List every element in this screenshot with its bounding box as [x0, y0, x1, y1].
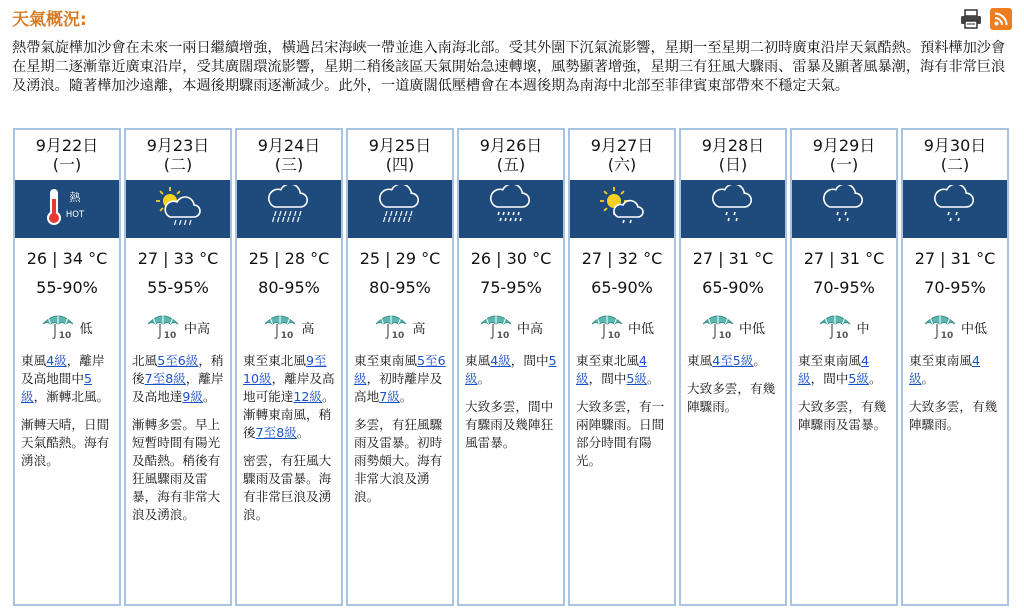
psr-indicator — [681, 310, 785, 344]
temperature-range: 27 | 32 °C — [581, 249, 663, 268]
psr-label: 高 — [412, 321, 426, 337]
heavy-rain-icon — [263, 185, 315, 233]
weather-description: 漸轉天晴，日間天氣酷熱。海有湧浪。 — [21, 417, 110, 468]
svg-text:10: 10 — [496, 331, 510, 340]
forecast-day-7 — [679, 128, 787, 606]
wind-forecast: 東至東南風4級。 — [909, 353, 980, 386]
forecast-weekday: (一) — [52, 155, 82, 174]
nine-day-forecast — [13, 128, 1009, 606]
svg-text:10: 10 — [392, 331, 405, 340]
psr-label: 中低 — [627, 321, 654, 337]
beaufort-scale-link[interactable]: 7至8級 — [255, 425, 297, 440]
humidity-range: 70-95% — [813, 278, 875, 297]
beaufort-scale-link[interactable]: 5級 — [465, 353, 557, 386]
forecast-day-5 — [457, 128, 565, 606]
weather-icon-band — [570, 180, 674, 238]
shower-icon — [707, 185, 759, 233]
sun-cloud-shower-icon — [596, 185, 648, 233]
weather-description: 大致多雲，間中有驟雨及幾陣狂風雷暴。 — [465, 399, 554, 450]
psr-label: 中低 — [738, 321, 765, 337]
forecast-day-2 — [124, 128, 232, 606]
umbrella-icon — [701, 310, 735, 344]
psr-indicator — [570, 310, 674, 344]
forecast-day-4 — [346, 128, 454, 606]
umbrella-icon — [146, 310, 180, 344]
beaufort-scale-link[interactable]: 5至6級 — [354, 353, 446, 386]
psr-indicator — [459, 310, 563, 344]
beaufort-scale-link[interactable]: 9至10級 — [243, 353, 327, 386]
umbrella-icon — [818, 310, 852, 344]
weather-icon-band — [459, 180, 563, 238]
weather-icon-band — [903, 180, 1007, 238]
psr-indicator — [903, 310, 1007, 344]
psr-label: 中高 — [516, 321, 543, 337]
beaufort-scale-link[interactable]: 5級 — [21, 371, 92, 404]
beaufort-scale-link[interactable]: 4至5級 — [712, 353, 754, 368]
svg-text:HOT: HOT — [65, 210, 85, 220]
shower-icon — [818, 185, 870, 233]
forecast-weekday: (一) — [829, 155, 859, 174]
wind-forecast: 東至東北風9至10級，離岸及高地可能達12級。漸轉東南風，稍後7至8級。 — [243, 353, 335, 440]
forecast-date: 9月28日 — [701, 136, 765, 155]
humidity-range: 75-95% — [480, 278, 542, 297]
weather-icon-band — [792, 180, 896, 238]
forecast-weekday: (四) — [385, 155, 415, 174]
umbrella-icon — [923, 310, 957, 344]
sun-cloud-rain-icon — [152, 185, 204, 233]
forecast-day-1 — [13, 128, 121, 606]
temperature-range: 25 | 28 °C — [248, 249, 330, 268]
rain-icon — [485, 185, 537, 233]
svg-text:熱: 熱 — [69, 191, 81, 204]
beaufort-scale-link[interactable]: 4級 — [576, 353, 647, 386]
psr-label: 中高 — [183, 321, 210, 337]
psr-label: 低 — [79, 321, 93, 337]
psr-indicator — [126, 310, 230, 344]
weather-icon-band — [681, 180, 785, 238]
humidity-range: 80-95% — [258, 278, 320, 297]
umbrella-icon — [590, 310, 624, 344]
beaufort-scale-link[interactable]: 4級 — [490, 353, 511, 368]
beaufort-scale-link[interactable]: 4級 — [798, 353, 869, 386]
weather-description: 大致多雲，有一兩陣驟雨。日間部分時間有陽光。 — [576, 399, 665, 468]
wind-forecast: 東風4級，離岸及高地間中5級，漸轉北風。 — [21, 353, 110, 404]
psr-label: 中低 — [960, 321, 987, 337]
weather-description: 密雲，有狂風大驟雨及雷暴。海有非常巨浪及湧浪。 — [243, 453, 332, 522]
very-hot-icon — [43, 185, 91, 233]
psr-label: 高 — [301, 321, 315, 337]
forecast-date: 9月26日 — [479, 136, 543, 155]
temperature-range: 26 | 34 °C — [26, 249, 108, 268]
temperature-range: 25 | 29 °C — [359, 249, 441, 268]
svg-text:10: 10 — [718, 331, 732, 340]
beaufort-scale-link[interactable]: 5級 — [626, 371, 647, 386]
psr-indicator — [237, 310, 341, 344]
humidity-range: 55-95% — [147, 278, 209, 297]
svg-text:10: 10 — [281, 331, 294, 340]
wind-forecast: 東至東南風4級，間中5級。 — [798, 353, 882, 386]
forecast-day-3 — [235, 128, 343, 606]
umbrella-icon — [41, 310, 75, 344]
weather-description: 大致多雲，有幾陣驟雨及雷暴。 — [798, 399, 887, 432]
temperature-range: 27 | 33 °C — [137, 249, 219, 268]
wind-forecast: 東至東南風5至6級，初時離岸及高地7級。 — [354, 353, 446, 404]
forecast-day-8 — [790, 128, 898, 606]
svg-text:10: 10 — [607, 331, 621, 340]
forecast-weekday: (五) — [496, 155, 526, 174]
weather-icon-band — [15, 180, 119, 238]
forecast-date: 9月29日 — [812, 136, 876, 155]
humidity-range: 70-95% — [924, 278, 986, 297]
beaufort-scale-link[interactable]: 9級 — [182, 389, 203, 404]
wind-forecast: 北風5至6級，稍後7至8級，離岸及高地達9級。 — [132, 353, 224, 404]
svg-text:10: 10 — [163, 331, 177, 340]
heavy-rain-icon — [374, 185, 426, 233]
weather-description: 漸轉多雲。早上短暫時間有陽光及酷熱。稍後有狂風驟雨及雷暴，海有非常大浪及湧浪。 — [132, 417, 221, 522]
forecast-date: 9月30日 — [923, 136, 987, 155]
wind-forecast: 東至東北風4級，間中5級。 — [576, 353, 660, 386]
beaufort-scale-link[interactable]: 12級 — [293, 389, 322, 404]
weather-icon-band — [348, 180, 452, 238]
beaufort-scale-link[interactable]: 4級 — [46, 353, 67, 368]
beaufort-scale-link[interactable]: 5級 — [848, 371, 869, 386]
temperature-range: 27 | 31 °C — [914, 249, 996, 268]
humidity-range: 80-95% — [369, 278, 431, 297]
humidity-range: 65-90% — [591, 278, 653, 297]
humidity-range: 55-90% — [36, 278, 98, 297]
humidity-range: 65-90% — [702, 278, 764, 297]
beaufort-scale-link[interactable]: 4級 — [909, 353, 980, 386]
forecast-date: 9月24日 — [257, 136, 321, 155]
weather-description: 多雲，有狂風驟雨及雷暴。初時雨勢頗大。海有非常大浪及湧浪。 — [354, 417, 443, 504]
forecast-weekday: (二) — [163, 155, 193, 174]
umbrella-icon — [374, 310, 408, 344]
psr-indicator — [792, 310, 896, 344]
forecast-day-9 — [901, 128, 1009, 606]
beaufort-scale-link[interactable]: 7至8級 — [144, 371, 186, 386]
toolbar — [960, 8, 1012, 30]
wind-forecast: 東風4級，間中5級。 — [465, 353, 557, 386]
temperature-range: 26 | 30 °C — [470, 249, 552, 268]
temperature-range: 27 | 31 °C — [803, 249, 885, 268]
print-icon[interactable] — [960, 8, 982, 30]
weather-description: 大致多雲，有幾陣驟雨。 — [909, 399, 998, 432]
weather-summary: 熱帶氣旋樺加沙會在未來一兩日繼續增強，橫過呂宋海峽一帶並進入南海北部。受其外圍下沉氣流影響，星期一至星期二初時廣東沿岸天氣酷熱。預料樺加沙會在星期二逐漸靠近廣東沿岸，受其廣闊環流影響，星期二稍後該區天氣開始急速轉壞，風勢顯著增強，星期三有狂風大驟雨、雷暴及顯著風暴潮，海有非常巨浪及湧浪。隨著樺加沙遠離，本週後期驟雨逐漸減少。此外，一道廣闊低壓槽會在本週後期為南海中北部至菲律賓東部帶來不穩定天氣。 — [12, 40, 1006, 94]
svg-text:10: 10 — [940, 331, 954, 340]
weather-icon-band — [126, 180, 230, 238]
shower-icon — [929, 185, 981, 233]
weather-description: 大致多雲，有幾陣驟雨。 — [687, 381, 776, 414]
forecast-day-6 — [568, 128, 676, 606]
forecast-weekday: (二) — [940, 155, 970, 174]
wind-forecast: 東風4至5級。 — [687, 353, 766, 368]
psr-indicator — [15, 310, 119, 344]
psr-label: 中 — [856, 321, 870, 337]
forecast-weekday: (日) — [718, 155, 748, 174]
weather-icon-band — [237, 180, 341, 238]
forecast-date: 9月22日 — [35, 136, 99, 155]
forecast-weekday: (三) — [274, 155, 304, 174]
rss-icon[interactable] — [990, 8, 1012, 30]
temperature-range: 27 | 31 °C — [692, 249, 774, 268]
forecast-date: 9月23日 — [146, 136, 210, 155]
page-title: 天氣概況: — [12, 10, 87, 30]
forecast-date: 9月25日 — [368, 136, 432, 155]
beaufort-scale-link[interactable]: 5至6級 — [157, 353, 199, 368]
beaufort-scale-link[interactable]: 7級 — [379, 389, 400, 404]
psr-indicator — [348, 310, 452, 344]
svg-text:10: 10 — [59, 331, 72, 340]
forecast-weekday: (六) — [607, 155, 637, 174]
forecast-date: 9月27日 — [590, 136, 654, 155]
svg-text:10: 10 — [836, 331, 849, 340]
umbrella-icon — [263, 310, 297, 344]
umbrella-icon — [479, 310, 513, 344]
